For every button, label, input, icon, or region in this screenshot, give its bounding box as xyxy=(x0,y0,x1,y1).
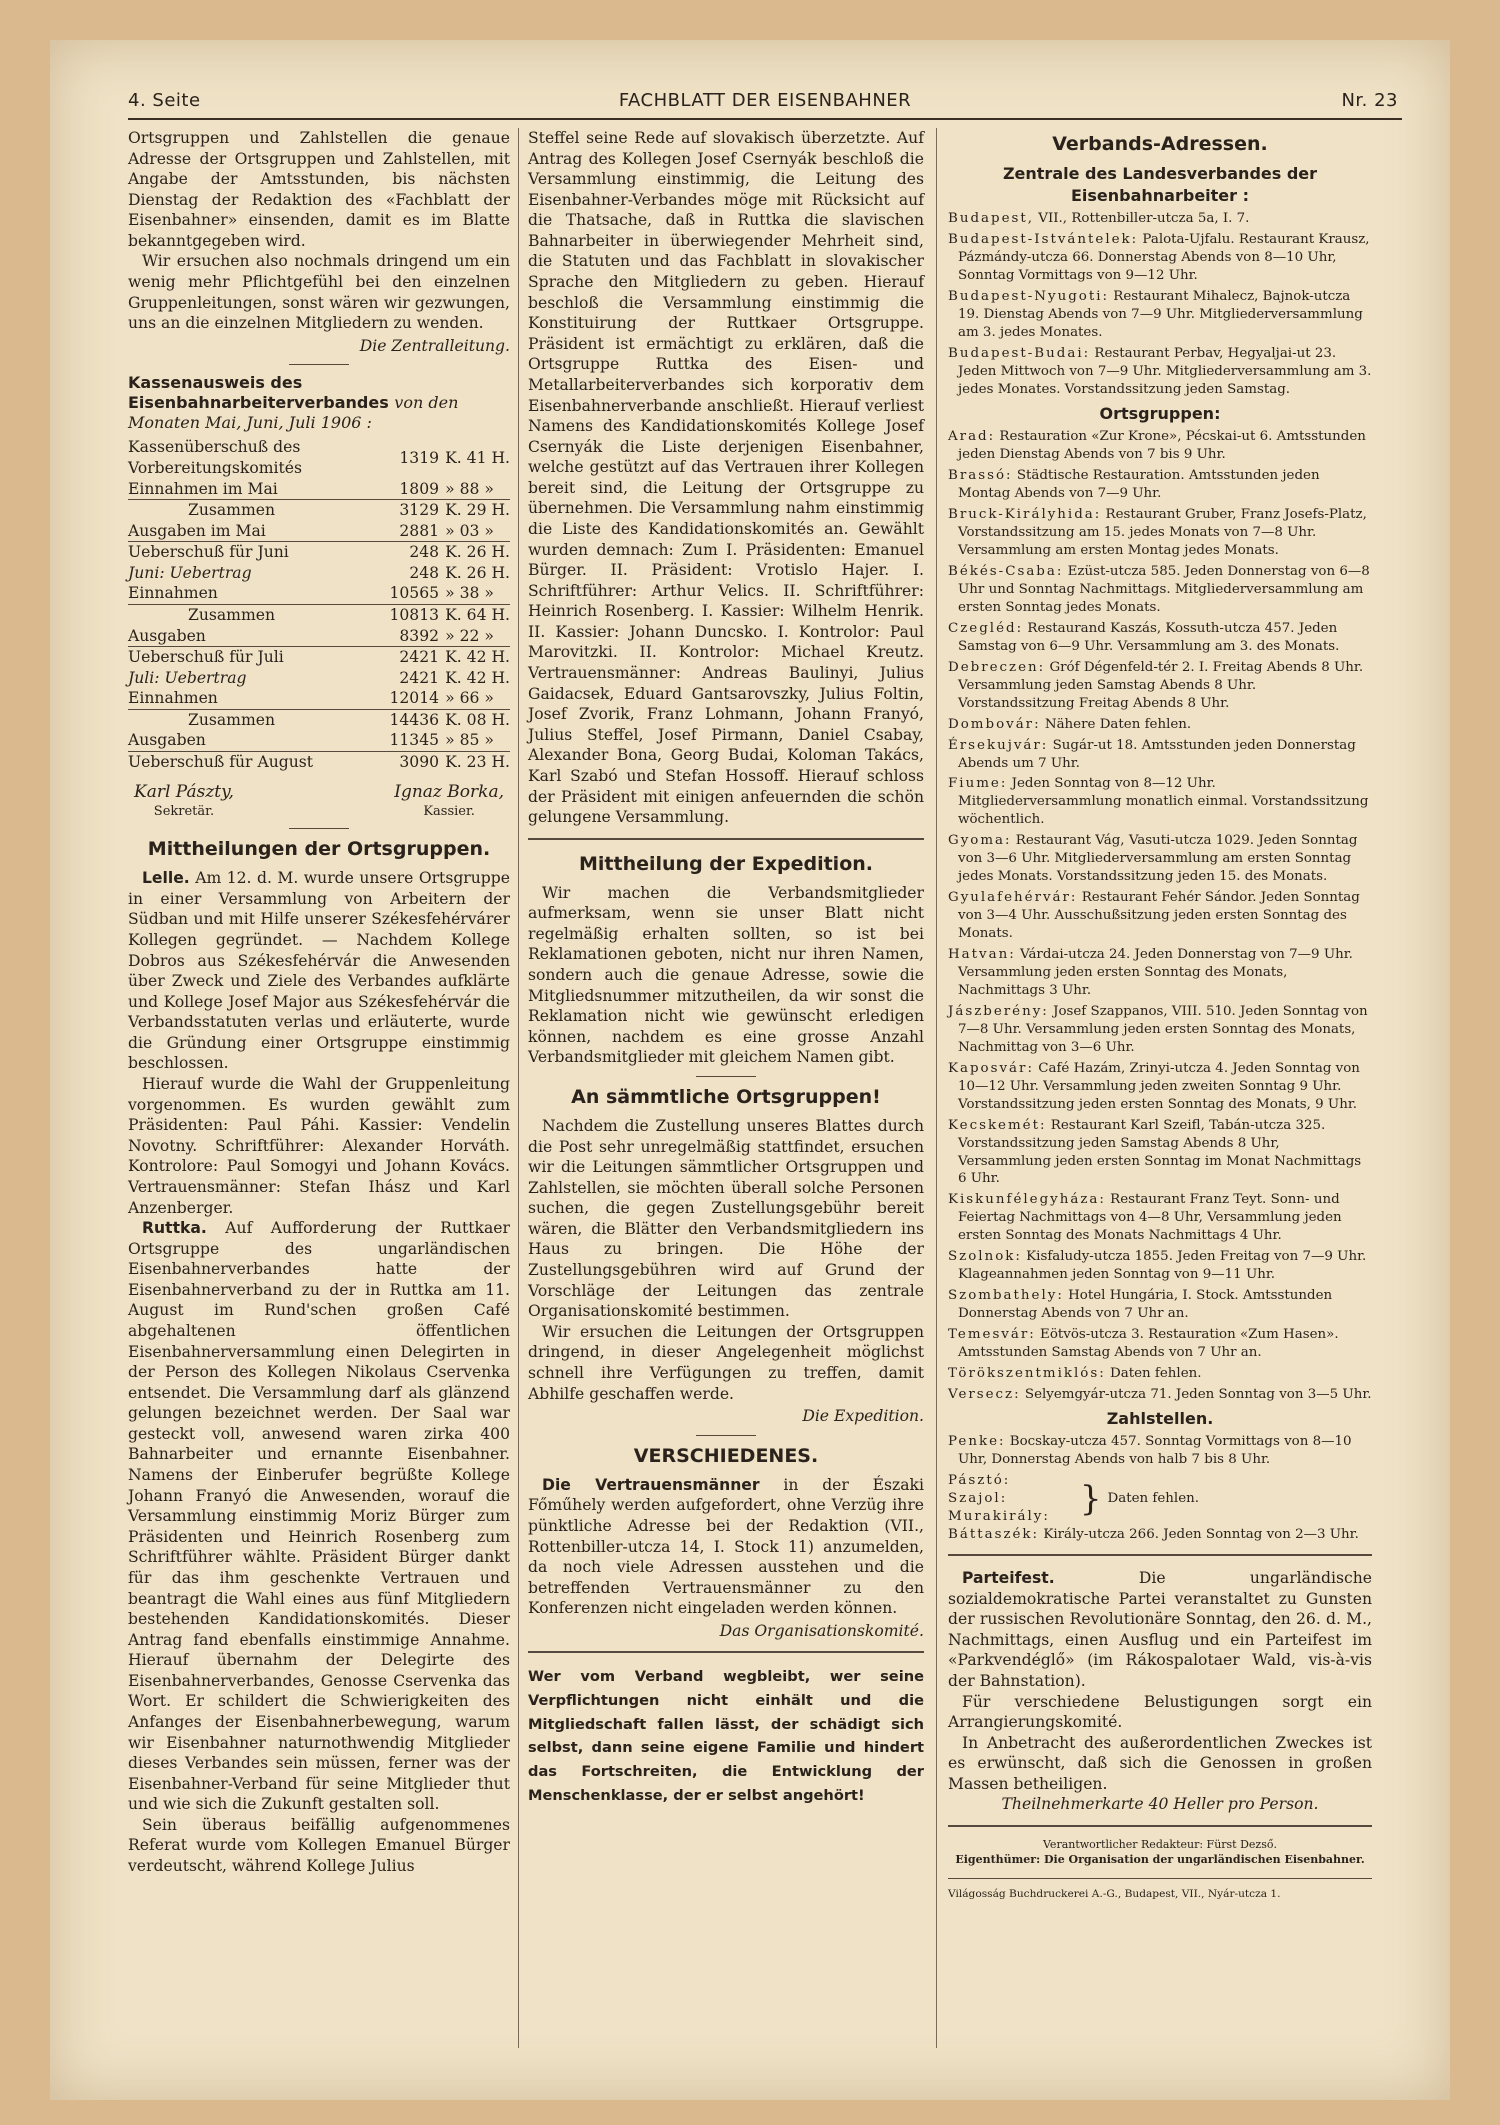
kassa-row xyxy=(128,521,510,542)
kassa-label: Ausgaben xyxy=(128,730,343,751)
address-town: Dombovár: xyxy=(948,716,1041,732)
page-header xyxy=(128,84,1402,120)
address-entry xyxy=(948,1386,1372,1404)
kassa-label: Ueberschuß für August xyxy=(128,753,314,772)
kassa-label: Zusammen xyxy=(188,710,276,729)
kassa-value: 248 xyxy=(409,543,440,562)
divider xyxy=(948,1878,1372,1879)
address-entry xyxy=(948,1433,1372,1469)
article-paragraph: In Anbetracht des außerordentlichen Zweckes ist es erwünscht, daß sich die Genossen in großen Massen betheiligen. xyxy=(948,1733,1372,1793)
publication-title: FACHBLATT DER EISENBAHNER xyxy=(618,90,912,111)
kassa-unit: K. 41 H. xyxy=(445,448,510,467)
address-town: Báttaszék: xyxy=(948,1527,1040,1543)
address-text: Josef Szappanos, VIII. 510. Jeden Sonntag von 7—8 Uhr. Versammlung jeden ersten Sonntag des Monats, Nachmittag von 3—6 Uhr. xyxy=(958,1003,1368,1055)
subsection-title: Zentrale des Landesverbandes der Eisenbahnarbeiter : xyxy=(1002,164,1318,205)
address-town: Pásztó: xyxy=(948,1473,1011,1489)
address-town: Békés-Csaba: xyxy=(948,563,1064,579)
kassa-unit: » 03 » xyxy=(439,521,510,542)
address-text: Nähere Daten fehlen. xyxy=(1044,716,1192,732)
address-entry xyxy=(948,659,1372,713)
kassa-unit: K. 29 H. xyxy=(445,501,510,520)
section-title: VERSCHIEDENES. xyxy=(633,1444,819,1467)
address-entry xyxy=(948,1117,1372,1189)
lead-word: Parteifest. xyxy=(962,1569,1055,1588)
address-town: Hatvan: xyxy=(948,947,1016,963)
divider xyxy=(528,838,924,840)
address-town: Temesvár: xyxy=(948,1327,1036,1343)
editor-line: Verantwortlicher Redakteur: Fürst Dezső. xyxy=(1043,1838,1277,1851)
address-text: Restauration «Zur Krone», Pécskai-ut 6. Amtsstunden jeden Dienstag Abends von 7 bis 9 Uhr. xyxy=(958,429,1366,463)
section-title: Mittheilung der Expedition. xyxy=(579,852,873,875)
kassa-label: Ausgaben xyxy=(128,626,343,647)
address-entry xyxy=(948,288,1372,342)
address-town: Brassó: xyxy=(948,468,1013,484)
address-entry xyxy=(948,620,1372,656)
address-text: Restaurant Perbav, Hegyaljai-ut 23. Jeden Mittwoch von 7—9 Uhr. Mitgliederversammlung am 3. jedes Monates. Vorstandssitzung jeden Samstag. xyxy=(958,346,1372,397)
divider xyxy=(528,1651,924,1653)
kassa-label: Einnahmen xyxy=(128,688,343,709)
address-entry xyxy=(948,1365,1372,1383)
kassa-label: Ueberschuß für Juni xyxy=(128,543,289,562)
address-text: Selyemgyár-utcza 71. Jeden Sonntag von 3—5 Uhr. xyxy=(1024,1386,1372,1402)
kassa-label: Einnahmen im Mai xyxy=(128,479,343,500)
signature: Die Expedition. xyxy=(802,1407,924,1426)
printer-line: Világosság Buchdruckerei A.-G., Budapest, VII., Nyár-utcza 1. xyxy=(948,1887,1281,1900)
address-entry xyxy=(948,231,1372,285)
kassa-value: 12014 xyxy=(343,688,439,709)
address-town: Fiume: xyxy=(948,776,1008,792)
address-town: Kaposvár: xyxy=(948,1060,1034,1076)
kassa-value: 10565 xyxy=(343,583,439,604)
address-entry xyxy=(948,1326,1372,1362)
address-text: Restaurant Mihalecz, Bajnok-utcza 19. Dienstag Abends von 7—9 Uhr. Mitgliederversammlung am 3. jedes Monates. xyxy=(958,289,1363,341)
address-text: Bocskay-utcza 457. Sonntag Vormittags von 8—10 Uhr, Donnerstag Abends von halb 7 bis 8 Uhr. xyxy=(958,1434,1352,1468)
address-text: Jeden Sonntag von 8—12 Uhr. Mitgliederversammlung monatlich einmal. Vorstandssitzung wöchentlich. xyxy=(958,776,1369,828)
address-town: Gyoma: xyxy=(948,833,1012,849)
column-2 xyxy=(528,128,924,1807)
kassa-value: 14436 xyxy=(389,710,440,729)
address-town: Budapest-Istvántelek: xyxy=(948,232,1139,248)
article-paragraph: Am 12. d. M. wurde unsere Ortsgruppe in einer Versammlung von Arbeitern der Südban und mit Hilfe unserer Székesfehérvárer Kollegen gegründet. — Nachdem Kollege Dobros aus Székesfehérvár die Anwesenden über Zweck und Ziele des Verbandes aufklärte und Kollege Josef Major aus Székesfehérvár die Verbandsstatuten verlas und erläuterte, wurde die Gründung einer Ortsgruppe einstimmig beschlossen. xyxy=(128,869,510,1073)
address-text: Sugár-ut 18. Amtsstunden jeden Donnerstag Abends um 7 Uhr. xyxy=(958,737,1356,771)
signatures xyxy=(134,781,504,821)
lead-word: Ruttka. xyxy=(142,1219,207,1238)
kassa-row xyxy=(128,730,510,751)
address-text: Daten fehlen. xyxy=(1107,1491,1200,1507)
address-entry xyxy=(948,428,1372,464)
kassa-row xyxy=(128,583,510,604)
kassa-value: 2881 xyxy=(343,521,439,542)
article-paragraph: Wir ersuchen also nochmals dringend um ein wenig mehr Pflichtgefühl bei den einzelnen Gruppenleitungen, sonst wären wir gezwungen, uns an die einzelnen Mitgliedern zu wenden. xyxy=(128,252,510,333)
divider xyxy=(948,1825,1372,1827)
signature: Die Zentralleitung. xyxy=(359,336,510,355)
kassa-row xyxy=(128,604,510,625)
section-title: An sämmtliche Ortsgruppen! xyxy=(571,1085,881,1108)
address-text: Hotel Hungária, I. Stock. Amtsstunden Donnerstag Abends von 7 Uhr an. xyxy=(958,1288,1333,1322)
column-divider xyxy=(518,128,519,2048)
address-text: Restaurant Fehér Sándor. Jeden Sonntag von 3—4 Uhr. Ausschußsitzung jeden ersten Sonntag des Monats. xyxy=(958,890,1360,942)
address-entry xyxy=(948,1191,1372,1245)
address-text: Palota-Ujfalu. Restaurant Krausz, Pázmándy-utcza 66. Donnerstag Abends von 8—10 Uhr, Sonntag Vormittags von 9—12 Uhr. xyxy=(958,232,1370,284)
ortsgruppen-list xyxy=(948,428,1372,1404)
address-entry xyxy=(948,889,1372,943)
kassa-value: 2421 xyxy=(399,668,440,687)
ticket-price: Theilnehmerkarte 40 Heller pro Person. xyxy=(1001,1795,1319,1814)
kassa-value: 3090 xyxy=(399,753,440,772)
address-text: Restaurant Vág, Vasuti-utcza 1029. Jeden Sonntag von 3—6 Uhr. Mitgliederversammlung am ersten Sonntag jedes Monats. Vorstandssitzung jeden 15. des Monats. xyxy=(958,833,1358,885)
address-town: Czegléd: xyxy=(948,620,1024,636)
address-text: Städtische Restauration. Amtsstunden jeden Montag Abends von 7—9 Uhr. xyxy=(958,468,1320,502)
kassa-value: 11345 xyxy=(343,730,439,751)
signature: Das Organisationskomité. xyxy=(719,1621,924,1640)
address-text: Café Hazám, Zrinyi-utcza 4. Jeden Sonntag von 10—12 Uhr. Versammlung jeden zweiten Sonntag 9 Uhr. Vorstandssitzung jeden ersten Sonntag des Monats, 9 Uhr. xyxy=(958,1060,1360,1112)
kassa-unit: » 66 » xyxy=(439,688,510,709)
address-entry xyxy=(948,563,1372,617)
address-town: Murakirály: xyxy=(948,1509,1050,1525)
kassa-unit: » 22 » xyxy=(439,626,510,647)
kassa-value: 1809 xyxy=(343,479,439,500)
kassa-unit: » 38 » xyxy=(439,583,510,604)
address-entry xyxy=(948,210,1372,228)
column-3 xyxy=(948,128,1372,1901)
address-text: Restaurant Franz Teyt. Sonn- und Feiertag Nachmittags von 4—8 Uhr, Versammlung jeden ersten Sonntag des Monats Nachmittags 4 Uhr. xyxy=(958,1192,1342,1244)
address-town: Versecz: xyxy=(948,1386,1021,1402)
kassa-value: 10813 xyxy=(389,605,440,624)
kassa-unit: K. 23 H. xyxy=(445,753,510,772)
article-paragraph: Wir machen die Verbandsmitglieder aufmerksam, wenn sie unser Blatt nicht regelmäßig erhalten sollten, so ist bei Reklamationen geboten, nicht nur ihren Namen, sondern auch die genaue Adresse, sowie die Mitgliedsnummer mitzutheilen, da wir sonst die Reklamation nicht wie gewünscht erledigen können, nachdem es eine grosse Anzahl Verbandsmitglieder mit gleichem Namen gibt. xyxy=(528,883,924,1067)
kassa-label: Juli: Uebertrag xyxy=(128,668,247,687)
address-text: Eötvös-utcza 3. Restauration «Zum Hasen». Amtsstunden Samstag Abends von 7 Uhr an. xyxy=(958,1327,1339,1361)
kassa-value: 8392 xyxy=(343,626,439,647)
address-entry xyxy=(948,1248,1372,1284)
address-text: Király-utcza 266. Jeden Sonntag von 2—3 Uhr. xyxy=(1043,1527,1359,1543)
kassa-row xyxy=(128,709,510,730)
subsection-title: Zahlstellen. xyxy=(1106,1408,1214,1428)
cashier-name: Ignaz Borka, xyxy=(394,781,504,802)
parteifest-article xyxy=(948,1568,1372,1815)
kassa-unit: K. 26 H. xyxy=(445,543,510,562)
appeal-notice: Wer vom Verband wegbleibt, wer seine Verpflichtungen nicht einhält und die Mitgliedschaft fallen lässt, der schädigt sich selbst, dann seine eigene Familie und hindert das Fortschreiten, die Entwicklung der Menschenklasse, der er selbst angehört! xyxy=(528,1668,924,1804)
address-town: Budapest-Budai: xyxy=(948,346,1091,361)
lead-word: Lelle. xyxy=(142,869,190,888)
divider xyxy=(289,364,349,365)
article-paragraph: Auf Aufforderung der Ruttkaer Ortsgruppe des ungarländischen Eisenbahnerverbandes hatte der Eisenbahnerverband zu der in Ruttka am 11. August im Rund'schen großen Café abgehaltenen öffentlichen Eisenbahnerversammlung einen Delegirten in der Person des Kollegen Nikolaus Cservenka entsendet. Die Versammlung darf als glänzend gelungen bezeichnet werden. Der Saal war gesteckt voll, anwesend waren zirka 400 Bahnarbeiter und ernannte Eisenbahner. Namens der Einberufer begrüßte Kollege Johann Franyó die Anwesenden, worauf die Versammlung einstimmig Moriz Bürger zum Präsidenten und Heinrich Rosenberg zum Schriftführer wählte. Präsident Bürger dankt für das ihm geschenkte Vertrauen und beantragt die Wahl eines aus fünf Mitgliedern bestehenden Kandidationskomités. Dieser Antrag fand ebenfalls einstimmige Annahme. Hierauf übernahm der Delegirte des Eisenbahnerverbandes, Genosse Cservenka das Wort. Er schildert die Schwierigkeiten des Anfanges der Eisenbahnerbewegung, warum wir Eisenbahner naturnothwendig Mitglieder dieses Verbandes sein müssen, ferner was der Eisenbahner-Verband für seine Mitglieder thut und wie sich die Zukunft gestalten soll. xyxy=(128,1219,510,1814)
kassa-label: Zusammen xyxy=(188,605,276,624)
address-entry xyxy=(948,1287,1372,1323)
address-town: Érsekujvár: xyxy=(948,737,1049,753)
kassa-row xyxy=(128,688,510,709)
article-paragraph: Hierauf wurde die Wahl der Gruppenleitung vorgenommen. Es wurden gewählt zum Präsidenten: Paul Páhi. Kassier: Vendelin Novotny. Schriftführer: Alexander Horváth. Kontrolore: Paul Somogyi und Johann Kovács. Vertrauensmänner: Stefan Ihász und Karl Anzenberger. xyxy=(128,1075,510,1217)
address-town: Penke: xyxy=(948,1434,1006,1450)
address-town: Kiskunfélegyháza: xyxy=(948,1192,1106,1208)
kassa-unit: K. 64 H. xyxy=(445,605,510,624)
address-text: Ezüst-utcza 585. Jeden Donnerstag von 6—8 Uhr und Sonntag Nachmittags. Mitgliederversammlung am ersten Sonntag jedes Monats. xyxy=(958,563,1370,615)
kassa-unit: » 85 » xyxy=(439,730,510,751)
article-paragraph: Wir ersuchen die Leitungen der Ortsgruppen dringend, in dieser Angelegenheit möglichst schnell ihre Verfügungen zu treffen, damit Abhilfe geschaffen werde. xyxy=(528,1322,924,1403)
article-paragraph: Nachdem die Zustellung unseres Blattes durch die Post sehr unregelmäßig stattfindet, ersuchen wir die Leitungen sämmtlicher Ortsgruppen und Zahlstellen, sie möchten überall solche Personen suchen, die gegen Zustellungsgebühr bereit wären, die Blätter den Verbandsmitgliedern ins Haus zu bringen. Die Höhe der Zustellungsgebühren wird auf Grund der Vorschläge der Leitungen das zentrale Organisationskomité bestimmen. xyxy=(528,1117,924,1321)
divider xyxy=(696,1435,756,1436)
kassa-unit: K. 42 H. xyxy=(445,648,510,667)
kassa-unit: » 88 » xyxy=(439,479,510,500)
article-paragraph: Sein überaus beifällig aufgenommenes Referat wurde vom Kollegen Emanuel Bürger verdeutscht, während Kollege Julius xyxy=(128,1815,510,1876)
address-town: Budapest, xyxy=(948,211,1035,227)
kassa-value: 248 xyxy=(409,563,440,582)
kassa-unit: K. 26 H. xyxy=(445,563,510,582)
owner-line: Eigenthümer: Die Organisation der ungarländischen Eisenbahner. xyxy=(955,1853,1365,1867)
address-text: Gróf Dégenfeld-tér 2. I. Freitag Abends 8 Uhr. Versammlung jeden Samstag Abends 8 Uhr. Vorstandssitzung Freitag Abends 8 Uhr. xyxy=(958,659,1364,711)
address-town: Bruck-Királyhida: xyxy=(948,507,1102,523)
kassa-row xyxy=(128,668,510,689)
address-entry xyxy=(948,345,1372,399)
address-town: Arad: xyxy=(948,429,996,445)
section-title: Mittheilungen der Ortsgruppen. xyxy=(147,838,491,861)
kassa-value: 2421 xyxy=(399,648,440,667)
address-text: Kisfaludy-utcza 1855. Jeden Freitag von 7—9 Uhr. Klageannahmen jeden Sonntag von 9—11 Uhr. xyxy=(958,1249,1367,1283)
kassa-value: 3129 xyxy=(399,501,440,520)
kassa-row xyxy=(128,563,510,584)
address-text: Restaurant Gruber, Franz Josefs-Platz, Vorstandssitzung am 15. jedes Monats von 7—8 Uhr. Versammlung am ersten Montag jedes Monats. xyxy=(958,507,1367,559)
kassa-unit: K. 08 H. xyxy=(445,710,510,729)
address-entry xyxy=(948,832,1372,886)
divider xyxy=(948,1554,1372,1556)
kassa-row xyxy=(128,647,510,668)
kassa-unit: K. 42 H. xyxy=(445,668,510,687)
address-entry xyxy=(948,737,1372,773)
address-town: Szombathely: xyxy=(948,1288,1064,1304)
address-entry xyxy=(948,946,1372,1000)
subsection-title: Ortsgruppen: xyxy=(1099,403,1221,423)
article-paragraph: Die ungarländische sozialdemokratische Partei veranstaltet zu Gunsten der russischen Revolutionäre Sonntag, den 26. d. M., Nachmittags, einen Ausflug und ein Parteifest im «Parkvendéglő» (im Rákospalotaer Wald, vis-à-vis der Bahnstation). xyxy=(948,1569,1372,1690)
address-text: VII., Rottenbiller-utcza 5a, I. 7. xyxy=(1038,211,1250,227)
kassa-table xyxy=(128,437,510,772)
address-town: Budapest-Nyugoti: xyxy=(948,289,1110,305)
issue-number: Nr. 23 xyxy=(1341,90,1398,111)
lead-word: Die Vertrauensmänner xyxy=(542,1475,760,1494)
kassa-row xyxy=(128,542,510,563)
address-entry xyxy=(948,716,1372,734)
address-town: Szajol: xyxy=(948,1491,1008,1507)
kassa-label: Zusammen xyxy=(188,501,276,520)
kassa-label: Ausgaben im Mai xyxy=(128,521,343,542)
address-entry xyxy=(948,506,1372,560)
section-title: Verbands-Adressen. xyxy=(1052,133,1268,155)
secretary-name: Karl Pászty, xyxy=(134,781,234,802)
grouped-addresses xyxy=(948,1472,1372,1526)
column-divider xyxy=(936,128,937,2048)
brace: } xyxy=(1079,1479,1102,1520)
divider xyxy=(289,828,349,829)
address-text: Várdai-utcza 24. Jeden Donnerstag von 7—9 Uhr. Versammlung jeden ersten Sonntag des Monats, Nachmittags 3 Uhr. xyxy=(958,947,1353,998)
page-number: 4. Seite xyxy=(128,90,201,111)
address-entry xyxy=(948,1060,1372,1114)
kassa-label: Einnahmen xyxy=(128,583,343,604)
divider xyxy=(696,1076,756,1077)
address-town: Gyulafehérvár: xyxy=(948,890,1078,906)
secretary-role: Sekretär. xyxy=(153,804,215,820)
kassa-row xyxy=(128,479,510,500)
address-town: Szolnok: xyxy=(948,1249,1022,1265)
address-town: Törökszentmiklós: xyxy=(948,1366,1106,1381)
kassa-row xyxy=(128,752,510,773)
column-1 xyxy=(128,128,510,1877)
article-paragraph: Für verschiedene Belustigungen sorgt ein Arrangierungskomité. xyxy=(948,1692,1372,1732)
kassa-heading: Kassenausweis des Eisenbahnarbeiterverbandes von den Monaten Mai, Juni, Juli 1906 : xyxy=(128,373,459,433)
address-text: Daten fehlen. xyxy=(1110,1366,1202,1381)
kassa-value: 1319 xyxy=(399,448,440,467)
address-entry xyxy=(948,467,1372,503)
address-town: Debreczen: xyxy=(948,659,1046,675)
zentrale-list xyxy=(948,210,1372,399)
article-paragraph: in der Északi Főműhely werden aufgefordert, ohne Verzüg ihre pünktliche Adresse bei der Redaktion (VII., Rottenbiller-utcza 14, I. Stock 11) anzumelden, da noch viele Adressen ausstehen und die betreffenden Vertrauensmänner zu den Konferenzen nicht eingeladen werden können. xyxy=(528,1475,924,1618)
address-text: Restaurand Kaszás, Kossuth-utcza 457. Jeden Samstag von 6—9 Uhr. Versammlung am 3. des Monats. xyxy=(958,620,1340,654)
kassa-row xyxy=(128,626,510,647)
address-town: Jászberény: xyxy=(948,1003,1049,1019)
address-entry xyxy=(948,775,1372,829)
kassa-label: Ueberschuß für Juli xyxy=(128,648,284,667)
address-entry xyxy=(948,1526,1372,1544)
article-paragraph: Ortsgruppen und Zahlstellen die genaue Adresse der Ortsgruppen und Zahlstellen, mit Angabe der Amtsstunden, bis nächsten Dienstag der Redaktion des «Fachblatt der Eisenbahner» einsenden, damit es im Blatte bekanntgegeben wird. xyxy=(128,129,510,250)
address-entry xyxy=(948,1003,1372,1057)
kassa-row xyxy=(128,500,510,521)
kassa-label: Kassenüberschuß des Vorbereitungskomités xyxy=(128,438,302,477)
address-text: Restaurant Karl Szeifl, Tabán-utcza 325. Vorstandssitzung jeden Samstag Abends 8 Uhr, Versammlung jeden ersten Sonntag im Monat Nachmittags 6 Uhr. xyxy=(958,1117,1362,1187)
cashier-role: Kassier. xyxy=(423,804,475,820)
address-town: Kecskemét: xyxy=(948,1117,1047,1133)
kassa-label: Juni: Uebertrag xyxy=(128,563,252,582)
article-paragraph: Steffel seine Rede auf slovakisch überzetzte. Auf Antrag des Kollegen Josef Csernyák beschloß die Versammlung einstimmig, die Leitung des Eisenbahner-Verbandes möge mit Rücksicht auf die Thatsache, daß in Ruttka die slavischen Bahnarbeiter in überwiegender Mehrheit sind, die Statuten und das Fachblatt in slovakischer Sprache den Mitgliedern zu geben. Hierauf beschloß die Versammlung einstimmig die Konstituirung der Ruttkaer Ortsgruppe. Präsident ist ermächtigt zu erklären, daß die Ortsgruppe Ruttka des Eisen- und Metallarbeiterverbandes sich korporativ dem Eisenbahnerverbande anschließt. Hierauf verliest Namens des Kandidationskomités Kollege Josef Csernyák die Liste derjenigen Eisenbahner, welche gestützt auf das Vertrauen ihrer Kollegen bereit sind, die Leitung der Ortsgruppe zu übernehmen. Die Versammlung nahm einstimmig die Liste des Kandidationskomités an. Gewählt wurden demnach: Zum I. Präsidenten: Emanuel Bürger. II. Präsident: Vrotislo Hajer. I. Schriftführer: Arthur Velics. II. Schriftführer: Heinrich Rosenberg. I. Kassier: Wilhelm Henrik. II. Kassier: Johann Duncsko. I. Kontrolor: Paul Marovitzki. II. Kontrolor: Michael Kreutz. Vertrauensmänner: Andreas Baulinyi, Julius Gaidacsek, Eduard Gantsarovszky, Julius Foltin, Josef Zvorik, Franz Lohmann, Johann Franyó, Julius Steffel, Josef Pirmann, Daniel Csabay, Alexander Bona, Georg Budai, Koloman Takács, Karl Szabó und Stefan Hossoff. Hierauf schloss der Präsident mit einigen anfeuernden die schön gelungene Versammlung. xyxy=(528,129,924,827)
kassa-row xyxy=(128,437,510,478)
